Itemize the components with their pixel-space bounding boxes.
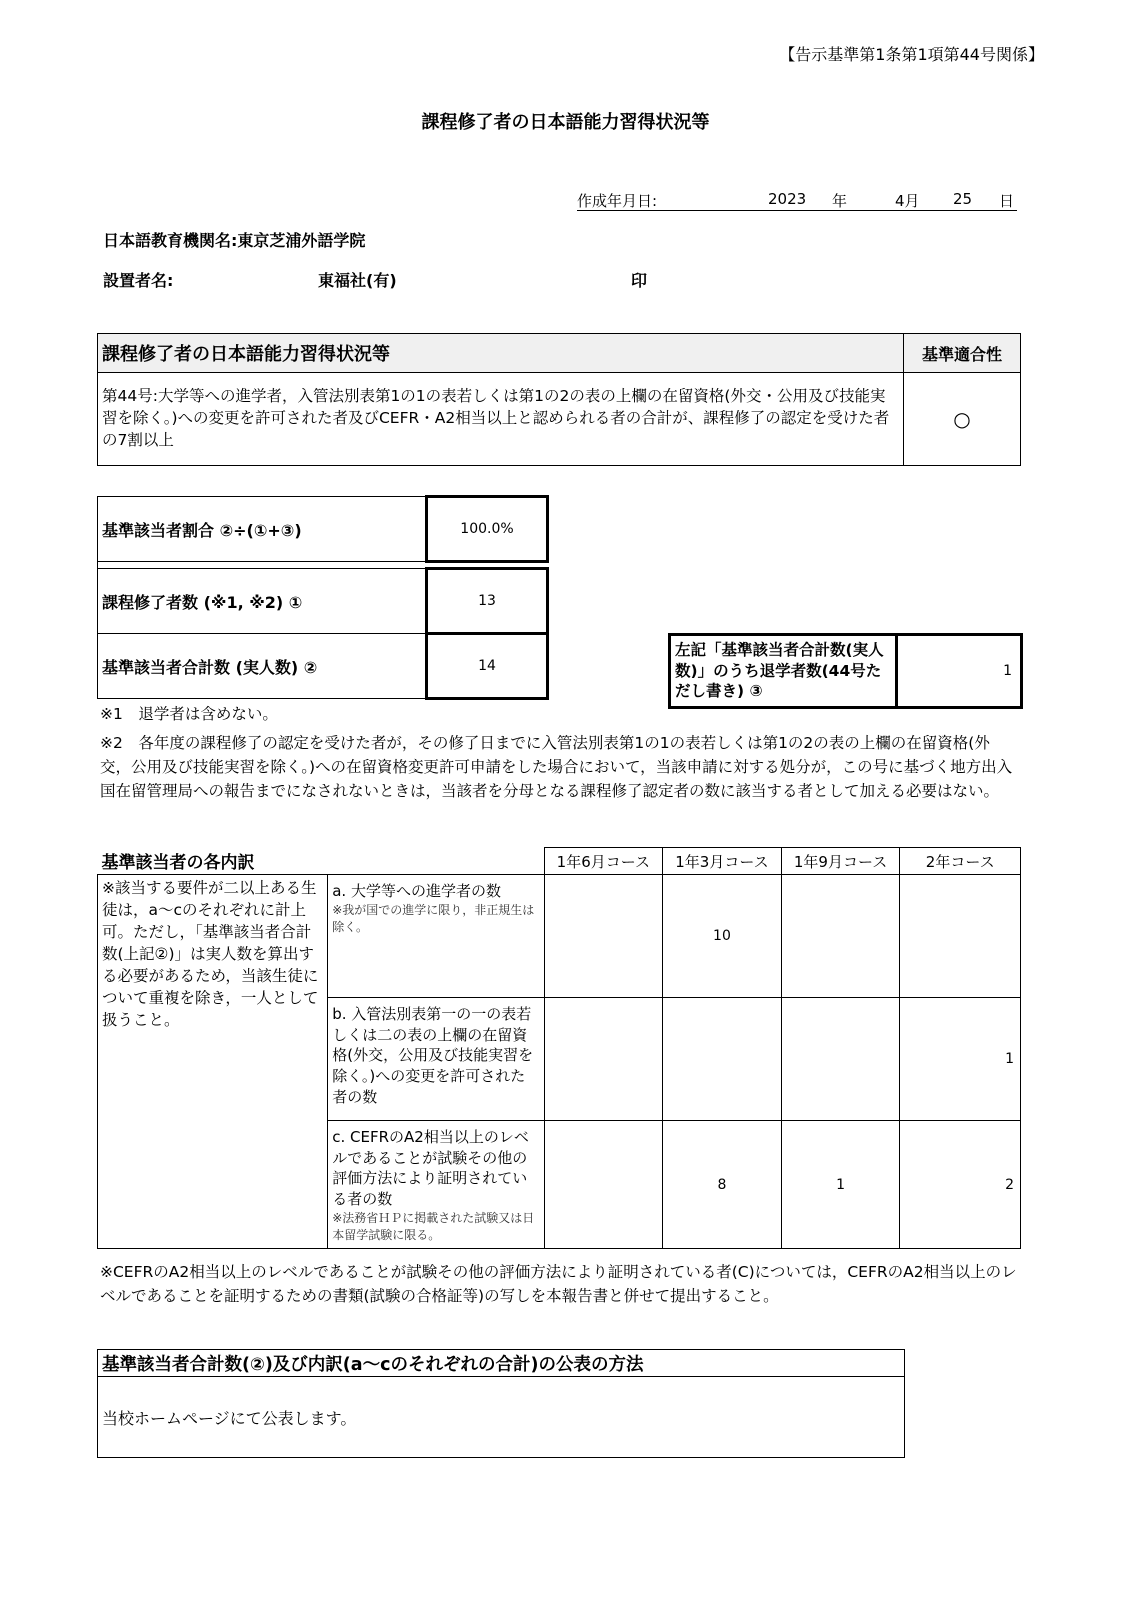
publication-method: 当校ホームページにて公表します。 xyxy=(98,1377,905,1458)
cell-c-course4: 2 xyxy=(900,1121,1021,1249)
qualified-total-value: 14 xyxy=(427,634,548,699)
date-day-unit: 日 xyxy=(999,192,1015,210)
cell-b-course4: 1 xyxy=(900,998,1021,1121)
column-header: 1年9月コース xyxy=(781,848,900,875)
criteria-description: 第44号:大学等への進学者，入管法別表第1の1の表若しくは第1の2の表の上欄の在留資格(外交・公用及び技能実習を除く。)への変更を許可された者及びCEFR・A2相当以上と認められる者の合計が、課程修了の認定を受けた者の7割以上 xyxy=(98,373,904,466)
institution-name: 東京芝浦外語学院 xyxy=(237,231,366,250)
cefr-note: ※CEFRのA2相当以上のレベルであることが試験その他の評価方法により証明されている者(C)については，CEFRのA2相当以上のレベルであることを証明するための書類(試験の合格証等)の写しを本報告書と併せて提出すること。 xyxy=(100,1263,1017,1306)
cell-b-course2 xyxy=(663,998,782,1121)
category-b-label: b. 入管法別表第一の一の表若しくは二の表の上欄の在留資格(外交，公用及び技能実習を除く。)への変更を許可された者の数 xyxy=(332,1005,534,1106)
cell-c-course2: 8 xyxy=(663,1121,782,1249)
breakdown-table xyxy=(97,847,1021,1249)
withdrawal-table xyxy=(668,633,1023,709)
institution-row xyxy=(103,228,365,251)
date-year: 2023 xyxy=(768,190,807,208)
regulation-tag: 【告示基準第1条第1項第44号関係】 xyxy=(779,45,1044,64)
document-title: 課程修了者の日本語能力習得状況等 xyxy=(421,112,710,133)
withdrawal-label: 左記「基準該当者合計数(実人数)」のうち退学者数(44号ただし書き) ③ xyxy=(670,635,897,708)
category-a-label: a. 大学等への進学者の数 xyxy=(332,882,501,900)
founder-label: 設置者名: xyxy=(103,271,174,290)
date-year-unit: 年 xyxy=(832,192,848,210)
ratio-value: 100.0% xyxy=(427,497,548,562)
compliance-value: ○ xyxy=(904,373,1021,466)
column-header: 2年コース xyxy=(900,848,1021,875)
criteria-heading: 課程修了者の日本語能力習得状況等 xyxy=(98,334,904,373)
cell-a-course3 xyxy=(781,875,900,998)
creation-date-row xyxy=(577,188,1017,211)
criteria-table xyxy=(97,333,1021,466)
publication-heading: 基準該当者合計数(②)及び内訳(a～cのそれぞれの合計)の公表の方法 xyxy=(98,1350,905,1377)
note-2: ※2 各年度の課程修了の認定を受けた者が，その修了日までに入管法別表第1の1の表若しくは第1の2の表の上欄の在留資格(外交，公用及び技能実習を除く。)への在留資格変更許可申請をした場合において，当該申請に対する処分が，この号に基づく地方出入国在留管理局への報告までになされないときは，当該者を分母となる課程修了認定者の数に該当する者として加える必要はない。 xyxy=(100,734,1013,801)
ratio-table xyxy=(97,495,549,700)
publication-table xyxy=(97,1349,905,1458)
withdrawal-value: 1 xyxy=(897,635,1022,708)
cell-b-course1 xyxy=(544,998,663,1121)
category-c-note: ※法務省ＨＰに掲載された試験又は日本留学試験に限る。 xyxy=(332,1210,535,1243)
cell-c-course1 xyxy=(544,1121,663,1249)
note-1: ※1 退学者は含めない。 xyxy=(100,705,278,723)
cell-a-course2: 10 xyxy=(663,875,782,998)
category-c-label: c. CEFRのA2相当以上のレベルであることが試験その他の評価方法により証明されている者の数 xyxy=(332,1128,529,1209)
breakdown-title: 基準該当者の各内訳 xyxy=(98,848,545,875)
compliance-heading: 基準適合性 xyxy=(904,334,1021,373)
date-label: 作成年月日: xyxy=(577,192,658,210)
date-month: 4月 xyxy=(895,192,920,210)
requirement-note: ※該当する要件が二以上ある生徒は，a～cのそれぞれに計上可。ただし，「基準該当者合計数(上記②)」は実人数を算出する必要があるため，当該生徒について重複を除き，一人として扱うこと。 xyxy=(98,875,328,1249)
cell-b-course3 xyxy=(781,998,900,1121)
row-gap xyxy=(98,562,548,569)
ratio-label: 基準該当者割合 ②÷(①+③) xyxy=(98,497,427,562)
category-c xyxy=(328,1121,544,1249)
cell-a-course4 xyxy=(900,875,1021,998)
category-b xyxy=(328,998,544,1121)
institution-label: 日本語教育機関名: xyxy=(103,231,238,250)
founder-name: 東福社(有) xyxy=(318,271,397,290)
date-day: 25 xyxy=(953,190,973,208)
cell-c-course3: 1 xyxy=(781,1121,900,1249)
completers-value: 13 xyxy=(427,569,548,634)
category-a-note: ※我が国での進学に限り，非正規生は除く。 xyxy=(332,902,535,935)
category-a xyxy=(328,875,544,998)
seal-mark: 印 xyxy=(631,271,648,290)
qualified-total-label: 基準該当者合計数 (実人数) ② xyxy=(98,634,427,699)
cell-a-course1 xyxy=(544,875,663,998)
completers-label: 課程修了者数 (※1, ※2) ① xyxy=(98,569,427,634)
column-header: 1年3月コース xyxy=(663,848,782,875)
column-header: 1年6月コース xyxy=(544,848,663,875)
